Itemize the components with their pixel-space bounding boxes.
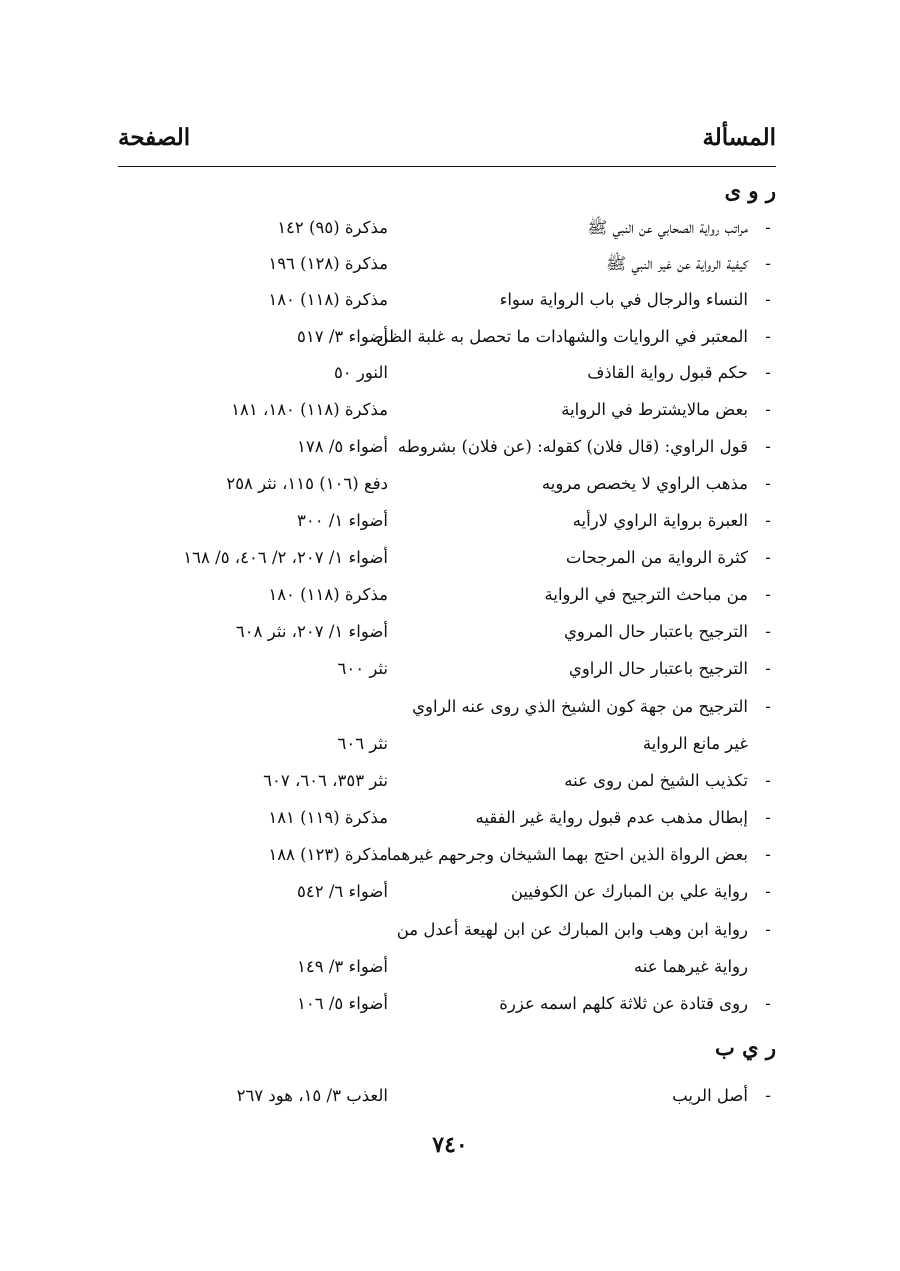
entry-reference: أضواء ١/ ٢٠٧، ٢/ ٤٠٦، ٥/ ١٦٨	[183, 548, 388, 567]
index-entry	[118, 994, 776, 1024]
entry-topic: رواية غيرهما عنه	[633, 957, 748, 976]
index-entry	[118, 659, 776, 689]
entry-reference: نثر ٦٠٦	[337, 734, 388, 753]
entry-reference: أضواء ٥/ ١٧٨	[297, 437, 388, 456]
index-entry	[118, 771, 776, 801]
entry-dash: -	[765, 327, 771, 346]
entry-topic: بعض الرواة الذين احتج بهما الشيخان وجرحهم غيرهما	[386, 845, 748, 864]
entry-reference: دفع (١٠٦) ١١٥، نثر ٢٥٨	[226, 474, 388, 493]
index-entry	[118, 585, 776, 615]
index-entry	[118, 920, 776, 950]
entry-topic: إبطال مذهب عدم قبول رواية غير الفقيه	[475, 808, 748, 827]
index-entry	[118, 400, 776, 430]
entry-reference: أضواء ١/ ٢٠٧، نثر ٦٠٨	[235, 622, 388, 641]
entry-dash: -	[765, 585, 771, 604]
entry-topic: تكذيب الشيخ لمن روى عنه	[564, 771, 748, 790]
entry-reference: مذكرة (٩٥) ١٤٢	[277, 218, 388, 237]
entry-dash: -	[765, 994, 771, 1013]
entry-dash: -	[765, 622, 771, 641]
index-entry	[118, 808, 776, 838]
index-entry	[118, 474, 776, 504]
entry-reference: أضواء ٣/ ١٤٩	[297, 957, 388, 976]
entry-dash: -	[765, 845, 771, 864]
page-header	[118, 124, 776, 164]
entry-reference: مذكرة (١١٨) ١٨٠، ١٨١	[231, 400, 388, 419]
entry-dash: -	[765, 437, 771, 456]
index-entry	[118, 734, 776, 764]
entry-topic: الترجيح من جهة كون الشيخ الذي روى عنه الراوي	[412, 697, 748, 716]
entry-dash: -	[765, 697, 771, 716]
index-entry	[118, 957, 776, 987]
entry-topic: الترجيح باعتبار حال المروي	[563, 622, 748, 641]
index-entry	[118, 363, 776, 393]
entry-reference: نثر ٦٠٠	[337, 659, 388, 678]
index-entry	[118, 437, 776, 467]
entry-dash: -	[765, 808, 771, 827]
entry-dash: -	[765, 474, 771, 493]
entry-topic: كيفية الرواية عن غير النبي ﷺ	[606, 254, 748, 273]
page-number: ٧٤٠	[432, 1132, 468, 1158]
column-title-topic: المسألة	[702, 124, 776, 151]
entry-topic: رواية علي بن المبارك عن الكوفيين	[510, 882, 748, 901]
entry-topic: الترجيح باعتبار حال الراوي	[568, 659, 748, 678]
entry-topic: قول الراوي: (قال فلان) كقوله: (عن فلان) بشروطه	[397, 437, 748, 456]
entry-topic: مراتب رواية الصحابي عن النبي ﷺ	[587, 218, 748, 237]
entry-topic: العبرة برواية الراوي لارأيه	[572, 511, 748, 530]
entry-reference: مذكرة (١٢٣) ١٨٨	[268, 845, 388, 864]
index-entry	[118, 882, 776, 912]
column-title-page: الصفحة	[118, 124, 191, 151]
entry-dash: -	[765, 548, 771, 567]
entry-reference: النور ٥٠	[333, 363, 388, 382]
header-divider	[118, 166, 776, 167]
index-entry	[118, 218, 776, 248]
entry-dash: -	[765, 1086, 771, 1105]
entry-dash: -	[765, 400, 771, 419]
index-entry	[118, 511, 776, 541]
index-entry	[118, 622, 776, 652]
entry-topic: بعض مالايشترط في الرواية	[561, 400, 748, 419]
entry-dash: -	[765, 363, 771, 382]
entry-dash: -	[765, 511, 771, 530]
entry-topic: من مباحث الترجيح في الرواية	[544, 585, 748, 604]
entry-reference: أضواء ١/ ٣٠٠	[297, 511, 388, 530]
entry-topic: حكم قبول رواية القاذف	[587, 363, 748, 382]
entry-reference: مذكرة (١١٩) ١٨١	[268, 808, 388, 827]
index-entry	[118, 548, 776, 578]
entry-dash: -	[765, 659, 771, 678]
entry-dash: -	[765, 920, 771, 939]
entry-reference: أضواء ٥/ ١٠٦	[297, 994, 388, 1013]
entry-dash: -	[765, 218, 771, 237]
index-entry	[118, 845, 776, 875]
entry-reference: أضواء ٣/ ٥١٧	[297, 327, 388, 346]
index-entry	[118, 697, 776, 727]
entry-dash: -	[765, 882, 771, 901]
entry-reference: مذكرة (١١٨) ١٨٠	[268, 585, 388, 604]
entry-topic: كثرة الرواية من المرجحات	[565, 548, 748, 567]
entry-topic: أصل الريب	[672, 1086, 748, 1105]
index-entry	[118, 254, 776, 284]
entry-topic: النساء والرجال في باب الرواية سواء	[499, 290, 748, 309]
index-entry	[118, 1086, 776, 1116]
entry-topic: غير مانع الرواية	[642, 734, 748, 753]
index-entry	[118, 327, 776, 357]
entry-topic: المعتبر في الروايات والشهادات ما تحصل به غلبة الظن	[376, 327, 748, 346]
section-heading: ر و ى	[724, 178, 776, 203]
entry-dash: -	[765, 254, 771, 273]
section-heading: ر ي ب	[715, 1035, 776, 1060]
entry-reference: العذب ٣/ ١٥، هود ٢٦٧	[236, 1086, 388, 1105]
entry-dash: -	[765, 290, 771, 309]
entry-reference: أضواء ٦/ ٥٤٢	[297, 882, 388, 901]
entry-topic: روى قتادة عن ثلاثة كلهم اسمه عزرة	[499, 994, 748, 1013]
entry-dash: -	[765, 771, 771, 790]
entry-reference: مذكرة (١٢٨) ١٩٦	[268, 254, 388, 273]
index-entry	[118, 290, 776, 320]
entry-reference: مذكرة (١١٨) ١٨٠	[268, 290, 388, 309]
entry-topic: مذهب الراوي لا يخصص مرويه	[541, 474, 748, 493]
entry-topic: رواية ابن وهب وابن المبارك عن ابن لهيعة أعدل من	[396, 920, 748, 939]
entry-reference: نثر ٣٥٣، ٦٠٦، ٦٠٧	[263, 771, 388, 790]
